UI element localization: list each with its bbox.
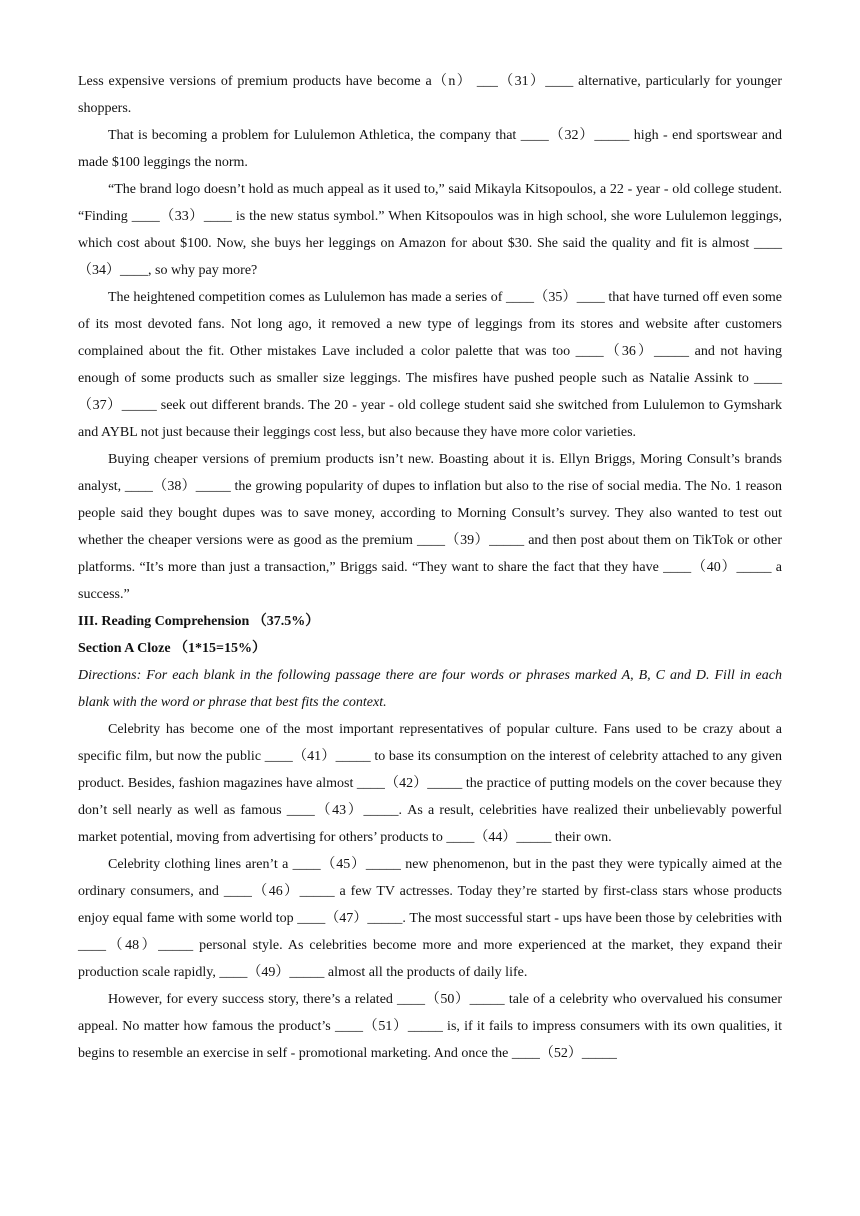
document-page	[78, 68, 782, 1067]
directions-text: Directions: For each blank in the following passage there are four words or phrases marked A, B, C and D. Fill in each blank with the word or phrase that best fits the context.	[78, 668, 782, 710]
paragraph-p5: Buying cheaper versions of premium products isn’t new. Boasting about it is. Ellyn Briggs, Moring Consult’s brands analyst, ____（38）_____ the growing popularity of dupes to inflation but also to the rise of social media. The No. 1 reason people said they bought dupes was to save money, according to Morning Consult’s survey. They also wanted to test out whether the cheaper versions were as good as the premium ____（39）_____ and then post about them on TikTok or other platforms. “It’s more than just a transaction,” Briggs said. “They want to share the fact that they have ____（40）_____ a success.”	[78, 452, 782, 602]
paragraph-p3: “The brand logo doesn’t hold as much appeal as it used to,” said Mikayla Kitsopoulos, a 22 - year - old college student. “Finding ____（33）____ is the new status symbol.” When Kitsopoulos was in high school, she wore Lululemon leggings, which cost about $100. Now, she buys her leggings on Amazon for about $30. She said the quality and fit is almost ____（34）____, so why pay more?	[78, 182, 782, 278]
paragraph-cloze-3: However, for every success story, there’s a related ____（50）_____ tale of a celebrity who overvalued his consumer appeal. No matter how famous the product’s ____（51）_____ is, if it fails to impress consumers with its own qualities, it begins to resemble an exercise in self - promotional marketing. And once the ____（52）_____	[78, 992, 782, 1061]
section-heading: III. Reading Comprehension （37.5%）	[78, 614, 320, 629]
paragraph-cloze-2: Celebrity clothing lines aren’t a ____（45）_____ new phenomenon, but in the past they were typically aimed at the ordinary consumers, and ____（46）_____ a few TV actresses. Today they’re started by first-class stars whose products enjoy equal fame with some world top ____（47）_____. The most successful start - ups have been those by celebrities with ____（48）_____ personal style. As celebrities become more and more experienced at the market, they expand their production scale rapidly, ____（49）_____ almost all the products of daily life.	[78, 857, 782, 980]
paragraph-p1: Less expensive versions of premium products have become a（n） ___（31）____ alternative, particularly for younger shoppers.	[78, 74, 782, 116]
subsection-heading: Section A Cloze （1*15=15%）	[78, 641, 267, 656]
paragraph-cloze-1: Celebrity has become one of the most important representatives of popular culture. Fans used to be crazy about a specific film, but now the public ____（41）_____ to base its consumption on the interest of celebrity attached to any given product. Besides, fashion magazines have almost ____（42）_____ the practice of putting models on the cover because they don’t sell nearly as well as famous ____（43）_____. As a result, celebrities have realized their unbelievably powerful market potential, moving from advertising for others’ products to ____（44）_____ their own.	[78, 722, 782, 845]
paragraph-p2: That is becoming a problem for Lululemon Athletica, the company that ____（32）_____ high - end sportswear and made $100 leggings the norm.	[78, 128, 782, 170]
paragraph-p4: The heightened competition comes as Lululemon has made a series of ____（35）____ that have turned off even some of its most devoted fans. Not long ago, it removed a new type of leggings from its stores and website after customers complained about the fit. Other mistakes Lave included a color palette that was too ____（36）_____ and not having enough of some products such as smaller size leggings. The misfires have pushed people such as Natalie Assink to ____（37）_____ seek out different brands. The 20 - year - old college student said she switched from Lululemon to Gymshark and AYBL not just because their leggings cost less, but also because they have more color varieties.	[78, 290, 782, 440]
